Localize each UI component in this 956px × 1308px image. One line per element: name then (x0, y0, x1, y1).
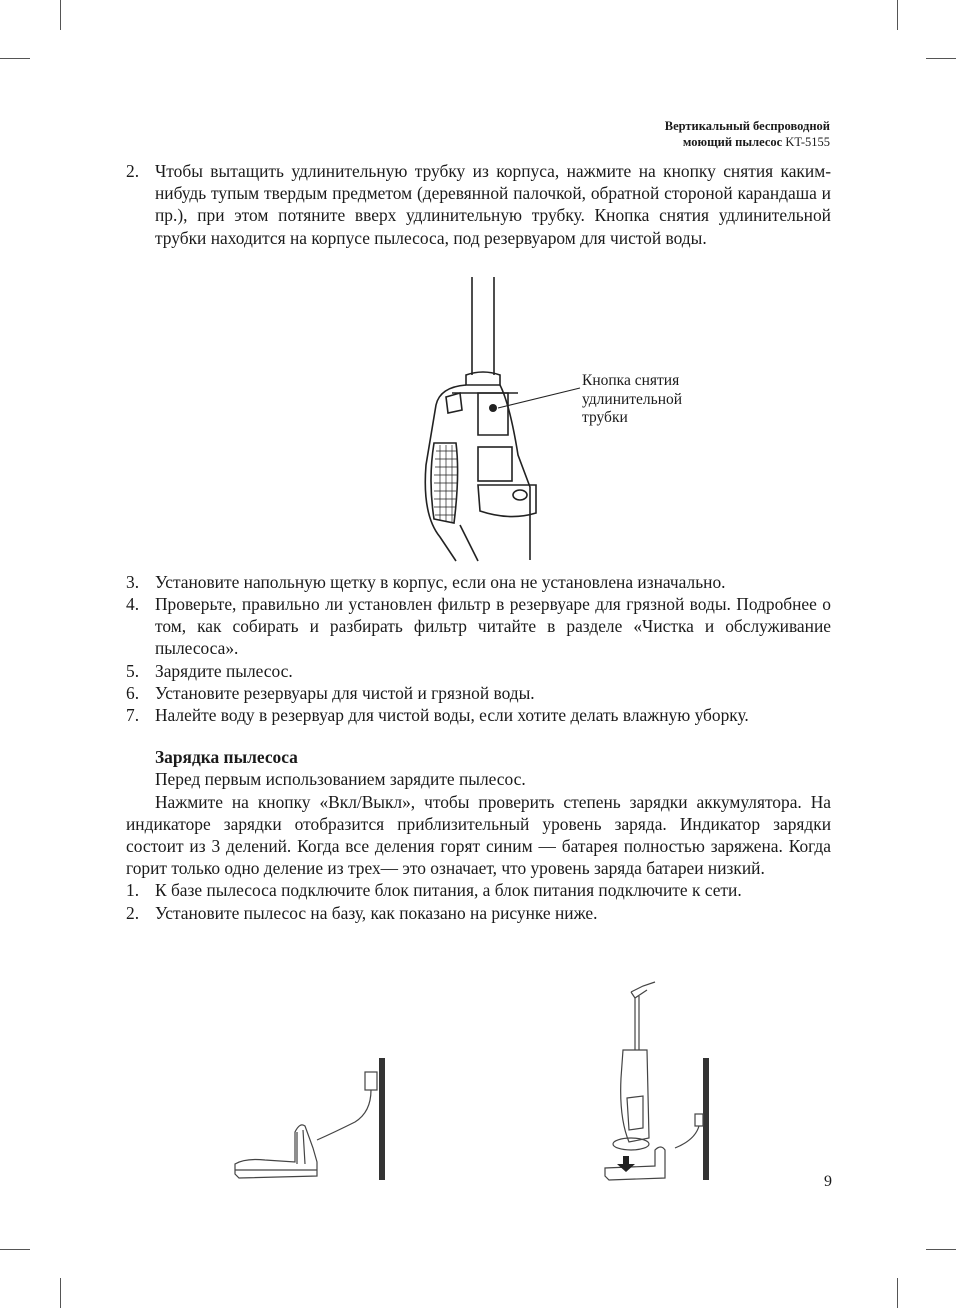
crop-mark (0, 58, 30, 59)
figure-callout-label: Кнопка снятия удлинительной трубки (582, 372, 683, 426)
crop-mark (897, 0, 898, 30)
list-item: 2. Чтобы вытащить удлинительную трубку из корпуса, нажмите на кнопку снятия каким-нибудь тупым твердым предметом (деревянной палочкой, обратной стороной карандаша и пр.), при этом потяните вверх удлинительную трубку. Кнопка снятия удлинительной трубки находится на корпусе пылесоса, под резервуаром для чистой воды. (126, 161, 831, 248)
list-item: 1. К базе пылесоса подключите блок питания, а блок питания подключите к сети. (126, 880, 742, 901)
list-item: 4. Проверьте, правильно ли установлен фильтр в резервуаре для грязной воды. Подробнее о том, как собирать и разбирать фильтр читайте в разделе «Чистка и обслуживание пылесоса». (126, 594, 831, 659)
list-item: 5. Зарядите пылесос. (126, 660, 293, 681)
crop-mark (60, 1278, 61, 1308)
header-model: KT-5155 (785, 135, 830, 149)
header-title-line1: Вертикальный беспроводной (664, 119, 830, 133)
list-item: 2. Установите пылесос на базу, как показано на рисунке ниже. (126, 902, 598, 923)
section-heading: Зарядка пылесоса (155, 747, 298, 768)
paragraph: Перед первым использованием зарядите пылесос. (155, 769, 526, 790)
list-item: 3. Установите напольную щетку в корпус, если она не установлена изначально. (126, 571, 726, 592)
list-item: 7. Налейте воду в резервуар для чистой воды, если хотите делать влажную уборку. (126, 705, 749, 726)
charging-base-figure (225, 1052, 395, 1182)
crop-mark (0, 1249, 30, 1250)
crop-mark (926, 58, 956, 59)
list-item: 6. Установите резервуары для чистой и грязной воды. (126, 682, 535, 703)
crop-mark (926, 1249, 956, 1250)
vacuum-on-base-figure (595, 978, 715, 1183)
page-number: 9 (824, 1173, 832, 1190)
running-header (665, 118, 830, 150)
crop-mark (60, 0, 61, 30)
header-title-line2: моющий пылесос (682, 135, 783, 149)
crop-mark (897, 1278, 898, 1308)
paragraph: Нажмите на кнопку «Вкл/Выкл», чтобы проверить степень зарядки аккумулятора. На индикаторе зарядки отобразится приблизительный уровень заряда. Индикатор зарядки состоит из 3 делений. Когда все деления горят синим — батарея полностью заряжена. Когда горит только одно деление из трех— это означает, что уровень заряда батареи низкий. (126, 791, 831, 879)
